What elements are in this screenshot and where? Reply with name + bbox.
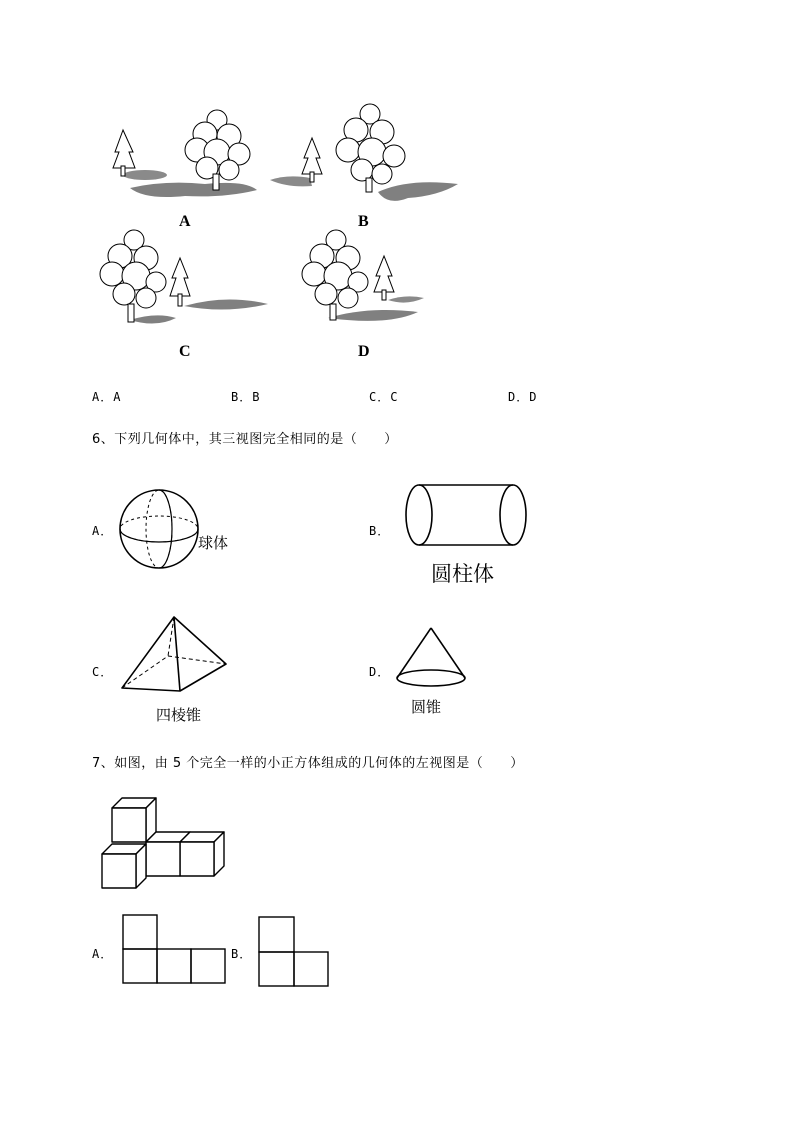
q6-option-c-caption: 四棱锥 xyxy=(156,706,202,724)
cylinder-figure xyxy=(405,483,529,547)
q5-choice-a[interactable]: A．A xyxy=(92,390,122,404)
figure-label-b: B xyxy=(358,213,369,230)
figure-label-c: C xyxy=(179,343,191,360)
q6-option-c-letter[interactable]: C． xyxy=(92,665,114,679)
tree-shadow-figure-c xyxy=(96,228,271,333)
q6-option-a-caption: 球体 xyxy=(198,534,229,552)
q7-option-a-letter[interactable]: A． xyxy=(92,947,114,961)
five-cubes-solid-figure xyxy=(100,798,226,890)
q7-option-a-view xyxy=(122,914,226,985)
square-pyramid-figure xyxy=(120,614,230,694)
figure-label-d: D xyxy=(358,343,370,360)
q5-choice-b[interactable]: B．B xyxy=(231,390,261,404)
q7-question-text: 7、如图，由 5 个完全一样的小正方体组成的几何体的左视图是（ ） xyxy=(92,756,524,771)
q7-option-b-view xyxy=(258,916,330,987)
tree-shadow-figure-d xyxy=(298,228,428,333)
cone-figure xyxy=(395,626,467,690)
q6-option-b-letter[interactable]: B． xyxy=(369,524,391,538)
q6-question-text: 6、下列几何体中，其三视图完全相同的是（ ） xyxy=(92,432,398,447)
figure-label-a: A xyxy=(179,213,191,230)
q5-choice-c[interactable]: C．C xyxy=(369,390,399,404)
tree-shadow-figure-b xyxy=(268,100,463,210)
sphere-figure xyxy=(118,488,200,570)
q6-option-d-letter[interactable]: D． xyxy=(369,665,391,679)
tree-shadow-figure-a xyxy=(105,100,265,205)
q6-option-b-caption: 圆柱体 xyxy=(431,562,494,586)
q5-choice-d[interactable]: D．D xyxy=(508,390,538,404)
q6-option-a-letter[interactable]: A． xyxy=(92,524,114,538)
q6-option-d-caption: 圆锥 xyxy=(411,698,442,716)
q7-option-b-letter[interactable]: B． xyxy=(231,947,253,961)
